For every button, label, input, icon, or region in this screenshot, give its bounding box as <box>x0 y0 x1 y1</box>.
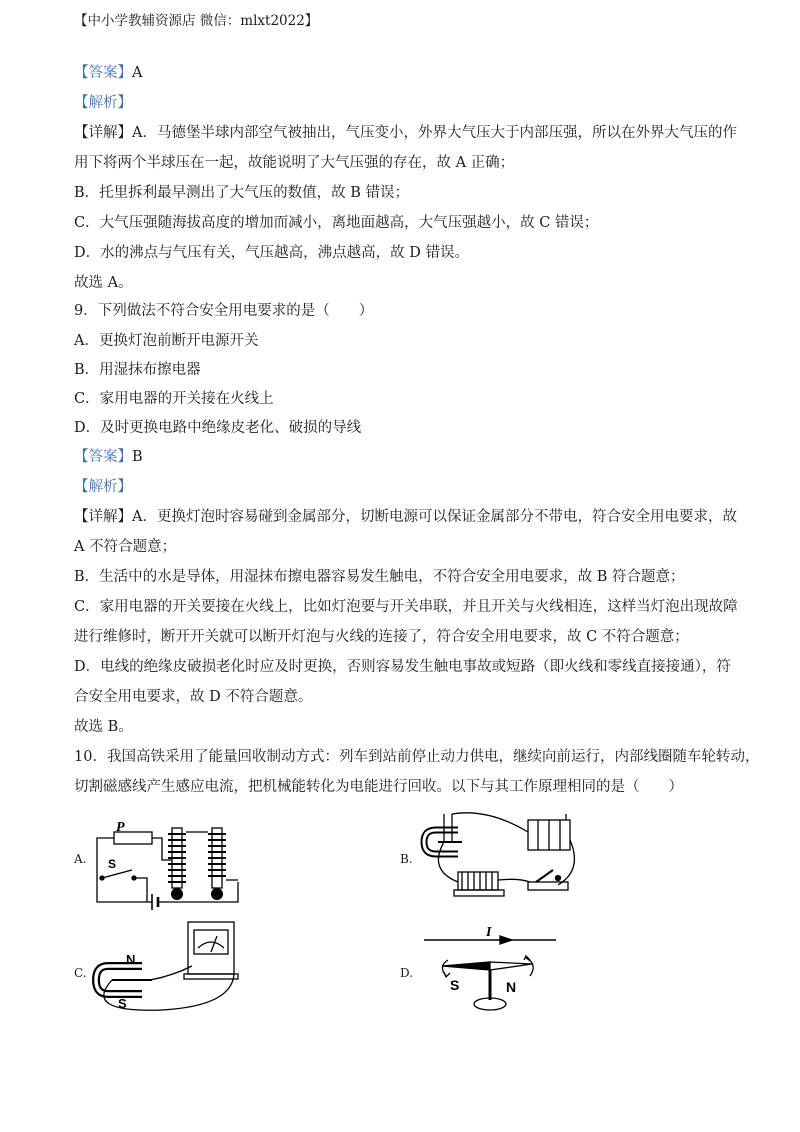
q10-stem-2: 切割磁感线产生感应电流，把机械能转化为电能进行回收。以下与其工作原理相同的是（ ） <box>74 779 683 795</box>
figure-b-magnet-battery-circuit <box>418 810 583 920</box>
current-arrow-icon <box>500 936 512 944</box>
q8-conclusion: 故选 A。 <box>74 275 133 291</box>
magnet-label-n: N <box>126 952 136 967</box>
q10-stem-1: 10．我国高铁采用了能量回收制动方式：列车到站前停止动力供电，继续向前运行，内部线圈随车轮转动， <box>74 749 760 765</box>
q8-detail-line-1 <box>74 124 737 142</box>
detail-tag: 【详解】 <box>74 125 132 141</box>
figure-a-electromagnet-circuit <box>92 820 252 910</box>
q9-answer-line <box>74 448 143 466</box>
figure-d-oersted-compass <box>420 920 560 1020</box>
option-label-d: D. <box>400 966 414 980</box>
q9-detail-line-2: A 不符合题意； <box>74 539 177 555</box>
q8-answer: A <box>132 65 143 81</box>
figure-c-induction-galvanometer <box>92 918 252 1013</box>
q8-analysis-tag: 【解析】 <box>74 95 132 111</box>
q8-option-b-analysis: B．托里拆利最早测出了大气压的数值，故 B 错误； <box>74 185 410 201</box>
q8-option-c-analysis: C．大气压强随海拔高度的增加而减小，离地面越高，大气压强越小，故 C 错误； <box>74 215 599 231</box>
current-label-i: I <box>486 925 492 940</box>
q8-answer-line <box>74 64 142 82</box>
q9-option-d-analysis-1: D．电线的绝缘皮破损老化时应及时更换，否则容易发生触电事故或短路（即火线和零线直接接通），符 <box>74 659 731 675</box>
q9-option-a: A．更换灯泡前断开电源开关 <box>74 333 259 349</box>
option-label-c: C. <box>74 966 87 980</box>
option-label-a: A. <box>74 852 87 866</box>
switch-label-s: S <box>108 857 117 871</box>
needle-label-s: S <box>450 977 460 993</box>
answer-tag: 【答案】 <box>74 65 132 81</box>
detail-tag: 【详解】 <box>74 509 132 525</box>
q9-option-c-analysis-1: C．家用电器的开关要接在火线上，比如灯泡要与开关串联，并且开关与火线相连，这样当灯泡出现故障 <box>74 599 738 615</box>
magnet-label-s: S <box>118 996 127 1011</box>
q9-analysis-tag: 【解析】 <box>74 479 132 495</box>
compass-needle-south <box>442 962 490 970</box>
q9-detail-text-1: A．更换灯泡时容易碰到金属部分，切断电源可以保证金属部分不带电，符合安全用电要求，故 <box>132 509 737 525</box>
q9-option-c-analysis-2: 进行维修时，断开开关就可以断开灯泡与火线的连接了，符合安全用电要求，故 C 不符合题意； <box>74 629 689 645</box>
q9-answer: B <box>132 449 143 465</box>
compass-needle-north <box>490 962 532 970</box>
rheostat-label-p: P <box>116 820 125 835</box>
q9-conclusion: 故选 B。 <box>74 719 133 735</box>
option-label-b: B. <box>400 852 413 866</box>
iron-filings <box>171 888 223 900</box>
q8-detail-text-1: A．马德堡半球内部空气被抽出，气压变小，外界大气压大于内部压强，所以在外界大气压的作 <box>132 125 737 141</box>
page-header: 【中小学教辅资源店 微信：mlxt2022】 <box>74 13 319 29</box>
needle-label-n: N <box>506 979 517 995</box>
answer-tag: 【答案】 <box>74 449 132 465</box>
q9-option-b-analysis: B．生活中的水是导体，用湿抹布擦电器容易发生触电，不符合安全用电要求，故 B 符合题意； <box>74 569 685 585</box>
q8-detail-line-2: 用下将两个半球压在一起，故能说明了大气压强的存在，故 A 正确； <box>74 155 515 171</box>
q9-detail-line-1 <box>74 508 737 526</box>
q9-option-b: B．用湿抹布擦电器 <box>74 362 201 378</box>
q9-option-d: D．及时更换电路中绝缘皮老化、破损的导线 <box>74 420 362 436</box>
q9-option-c: C．家用电器的开关接在火线上 <box>74 391 274 407</box>
q9-option-d-analysis-2: 合安全用电要求，故 D 不符合题意。 <box>74 689 313 705</box>
q8-option-d-analysis: D．水的沸点与气压有关，气压越高，沸点越高，故 D 错误。 <box>74 245 469 261</box>
q9-stem: 9．下列做法不符合安全用电要求的是（ ） <box>74 303 374 319</box>
